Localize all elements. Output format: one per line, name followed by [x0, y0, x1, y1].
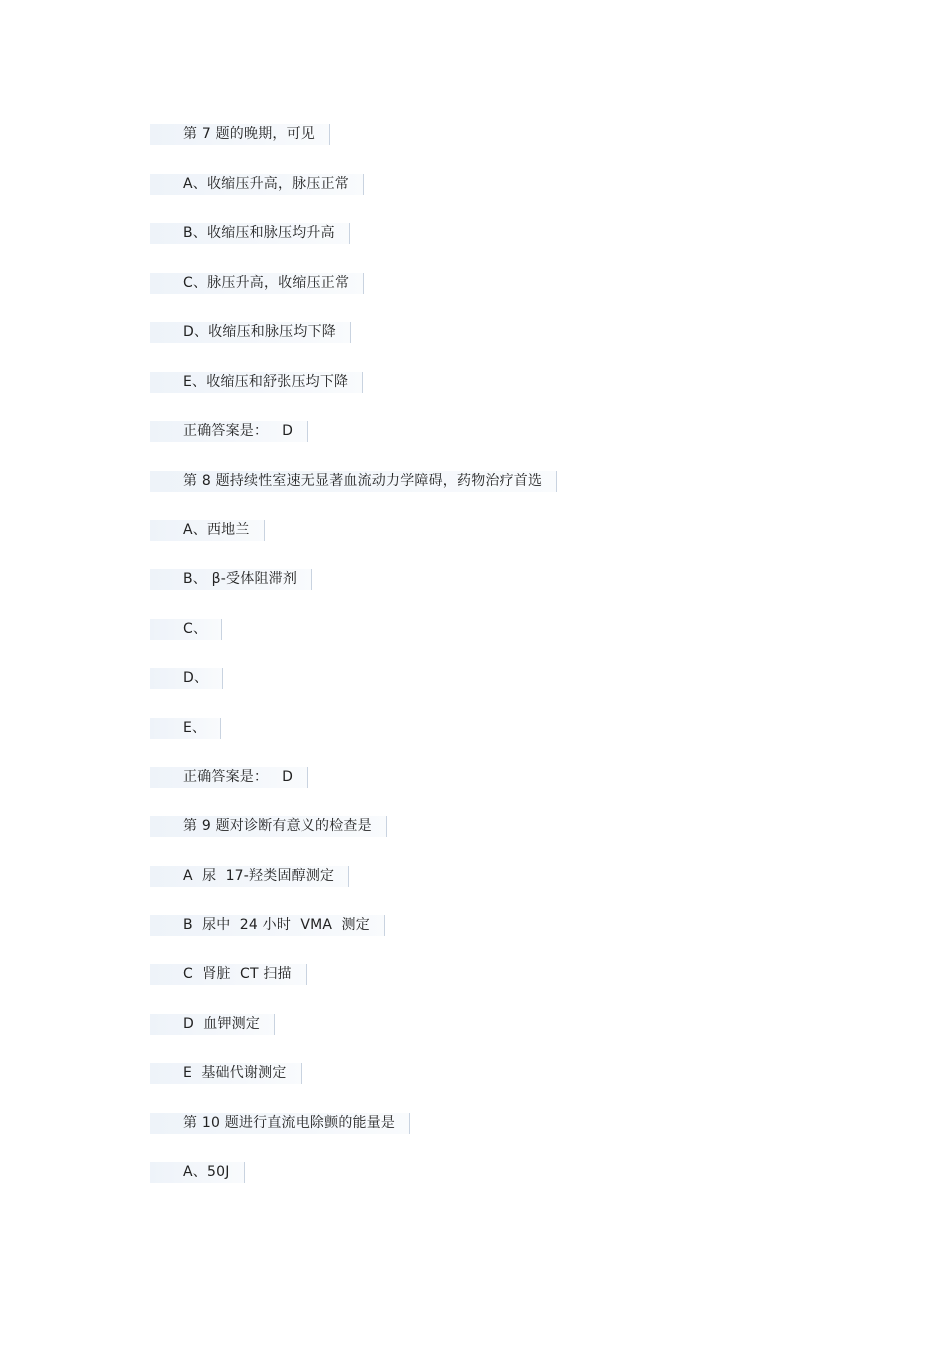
- question-7-stem: 第 7 题的晚期，可见: [150, 124, 330, 145]
- question-7-option-c: C、脉压升高，收缩压正常: [150, 273, 364, 294]
- question-9-option-c: C 肾脏 CT 扫描: [150, 964, 307, 985]
- question-7-answer: 正确答案是： D: [150, 421, 308, 442]
- question-8-answer: 正确答案是： D: [150, 767, 308, 788]
- question-9-stem: 第 9 题对诊断有意义的检查是: [150, 816, 387, 837]
- question-8-option-b: B、 β-受体阻滞剂: [150, 569, 312, 590]
- question-7-option-a: A、收缩压升高，脉压正常: [150, 174, 364, 195]
- question-7-option-d: D、收缩压和脉压均下降: [150, 322, 351, 343]
- question-10-option-a: A、50J: [150, 1162, 245, 1183]
- question-8-stem: 第 8 题持续性室速无显著血流动力学障碍，药物治疗首选: [150, 471, 557, 492]
- question-8-option-a: A、西地兰: [150, 520, 265, 541]
- question-9-option-d: D 血钾测定: [150, 1014, 275, 1035]
- question-7-option-b: B、收缩压和脉压均升高: [150, 223, 350, 244]
- question-9-option-e: E 基础代谢测定: [150, 1063, 302, 1084]
- question-8-option-d: D、: [150, 668, 223, 689]
- question-9-option-b: B 尿中 24 小时 VMA 测定: [150, 915, 385, 936]
- question-7-option-e: E、收缩压和舒张压均下降: [150, 372, 363, 393]
- question-8-option-c: C、: [150, 619, 222, 640]
- question-10-stem: 第 10 题进行直流电除颤的能量是: [150, 1113, 410, 1134]
- question-8-option-e: E、: [150, 718, 221, 739]
- question-9-option-a: A 尿 17-羟类固醇测定: [150, 866, 349, 887]
